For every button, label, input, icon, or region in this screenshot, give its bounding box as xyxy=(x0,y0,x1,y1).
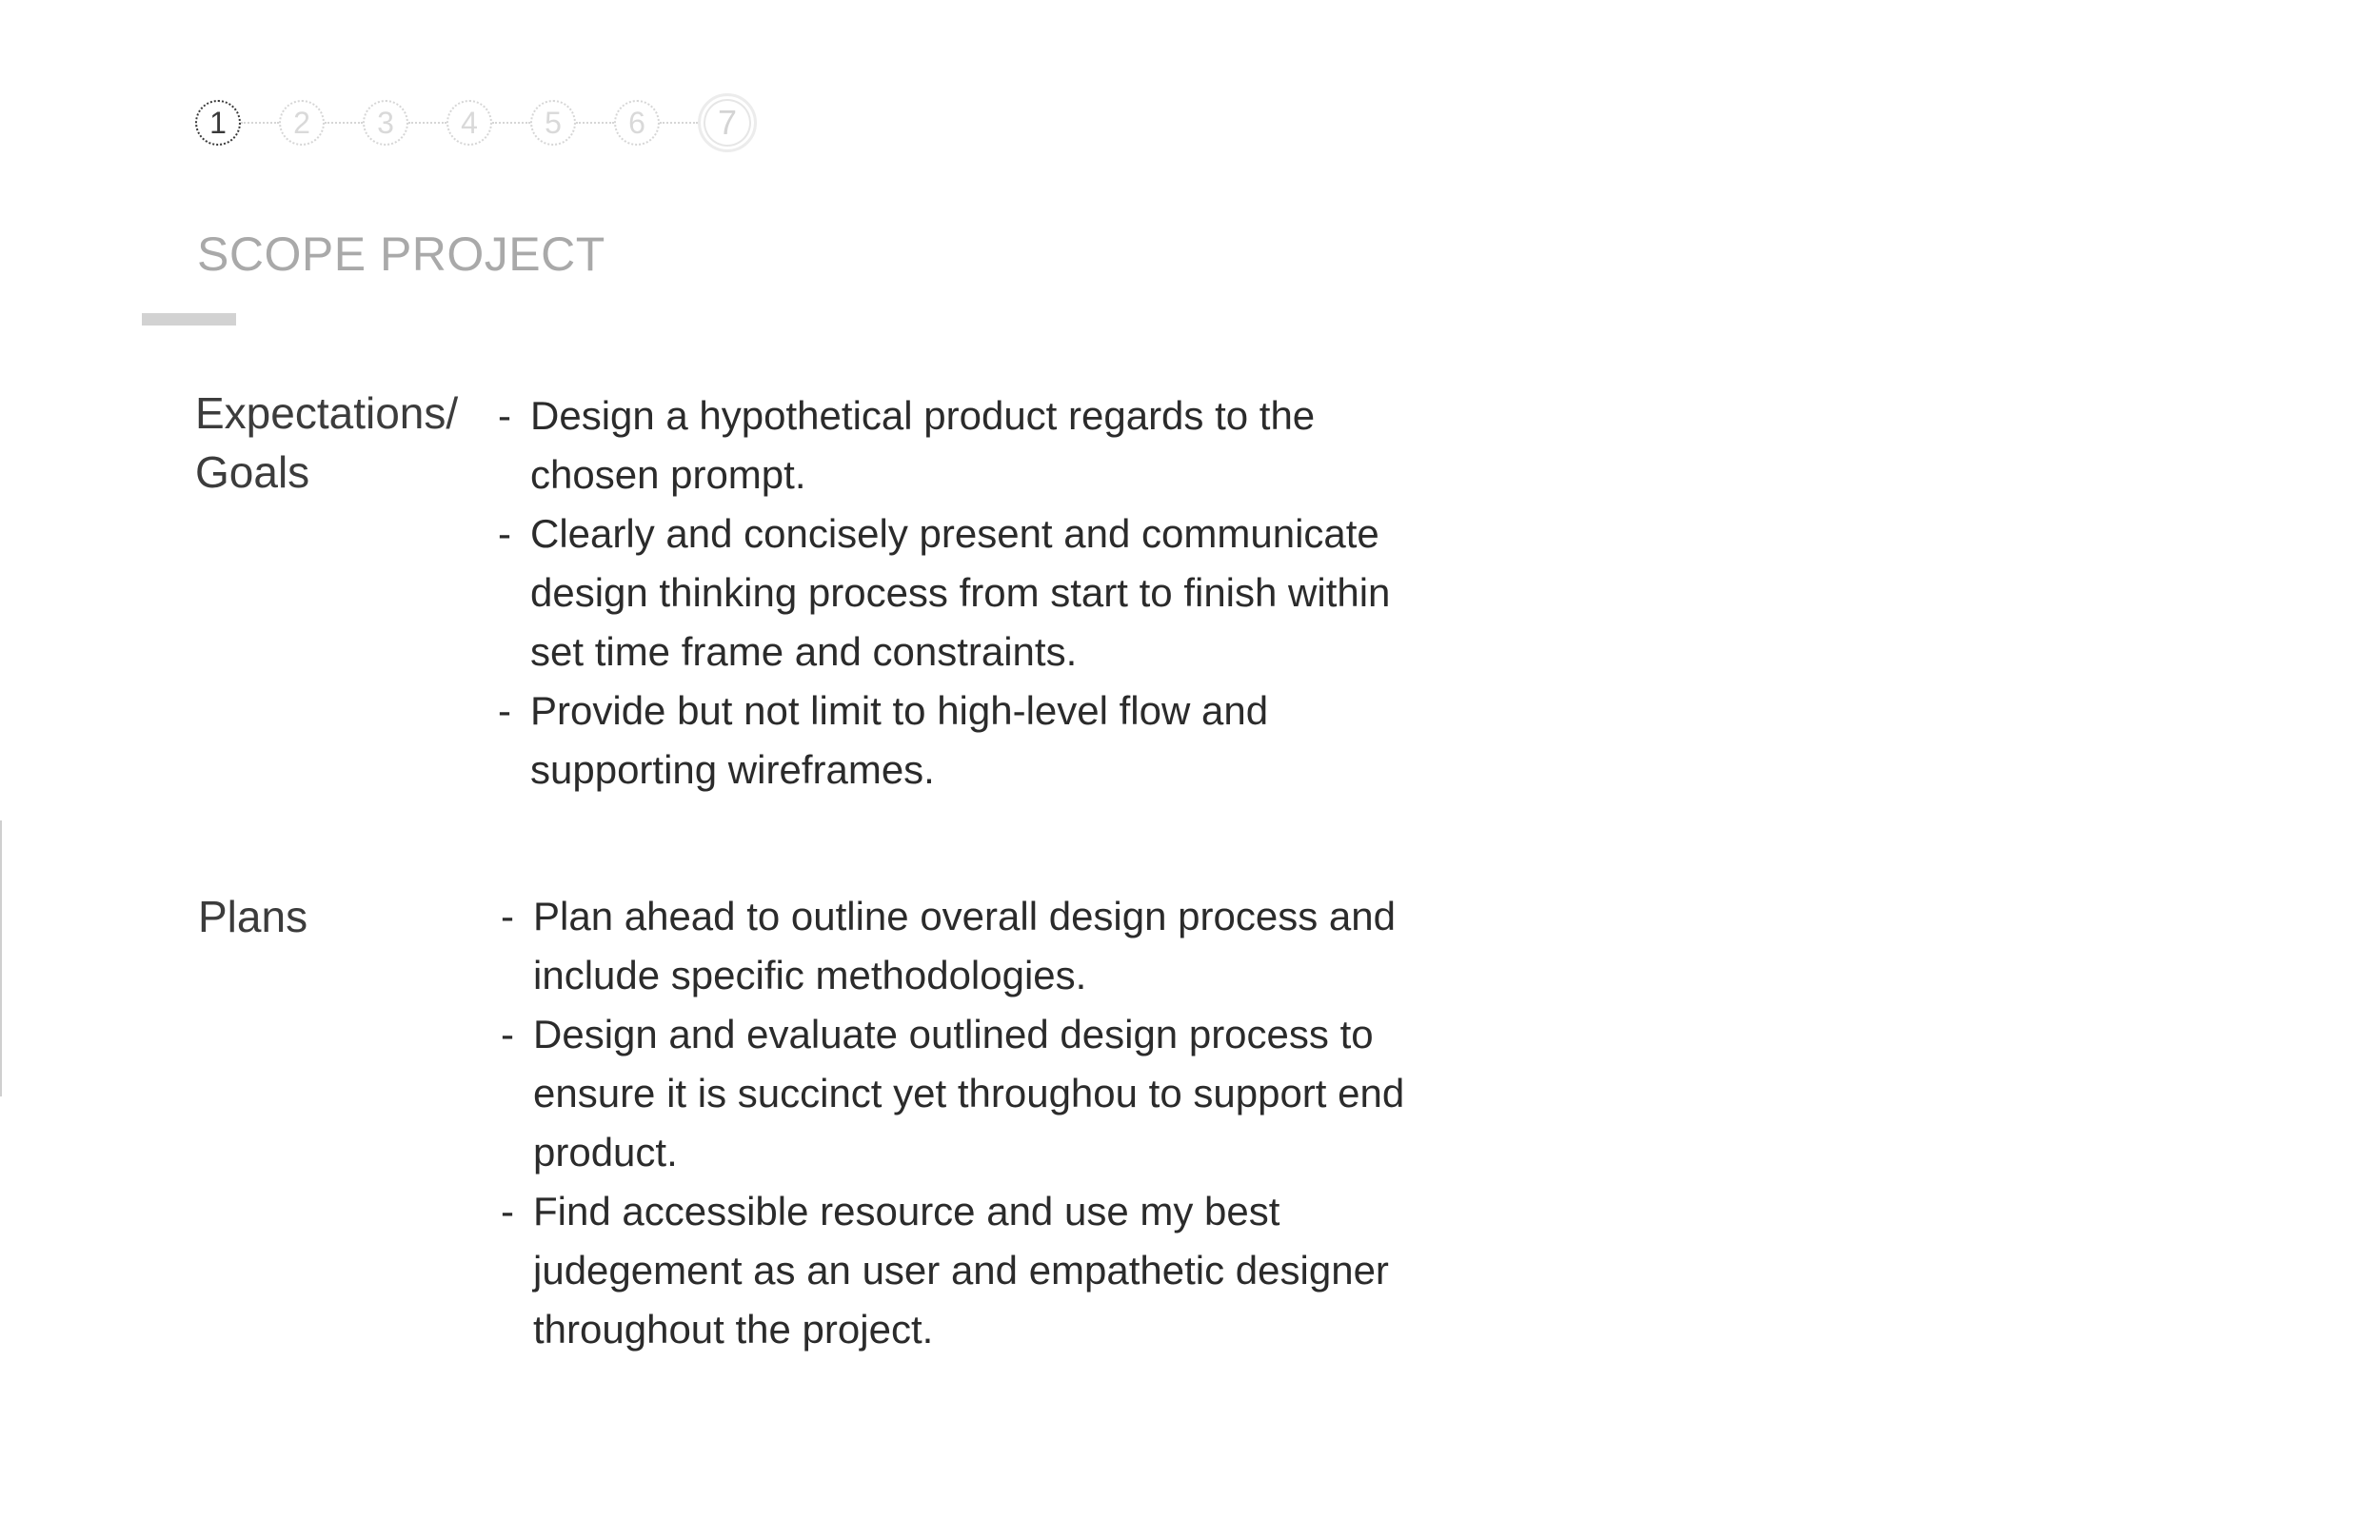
step-4: 4 xyxy=(446,100,492,146)
bullet-line: include specific methodologies. xyxy=(533,953,1087,997)
bullet-line: set time frame and constraints. xyxy=(530,629,1078,674)
step-6: 6 xyxy=(614,100,660,146)
step-connector xyxy=(660,122,698,124)
bullet-line: Design a hypothetical product regards to the xyxy=(530,393,1316,438)
step-connector xyxy=(576,122,614,124)
bullet-line: throughout the project. xyxy=(533,1307,934,1352)
bullet-line: Clearly and concisely present and communicate xyxy=(530,511,1379,556)
section-label-expectations-goals xyxy=(195,384,481,502)
list-item xyxy=(498,386,1450,504)
step-1: 1 xyxy=(195,100,241,146)
step-7: 7 xyxy=(698,93,757,152)
page-title: SCOPE PROJECT xyxy=(197,227,605,281)
bullet-line: chosen prompt. xyxy=(530,452,806,497)
bullet-dash: - xyxy=(501,894,514,938)
bullet-dash: - xyxy=(498,688,511,733)
bullet-line: Design and evaluate outlined design process to xyxy=(533,1012,1374,1056)
left-edge-divider xyxy=(0,820,2,1096)
step-3: 3 xyxy=(363,100,408,146)
section-label-plans xyxy=(198,887,484,946)
list-item xyxy=(498,681,1450,800)
step-2: 2 xyxy=(279,100,325,146)
step-connector xyxy=(241,122,279,124)
bullet-dash: - xyxy=(501,1012,514,1056)
section-label-line: Goals xyxy=(195,447,310,497)
list-item xyxy=(501,1005,1453,1182)
bullet-line: judegement as an user and empathetic designer xyxy=(533,1248,1389,1293)
bullet-dash: - xyxy=(498,393,511,438)
step-5: 5 xyxy=(530,100,576,146)
bullet-dash: - xyxy=(498,511,511,556)
bullet-line: design thinking process from start to finish within xyxy=(530,570,1391,615)
step-connector xyxy=(492,122,530,124)
step-connector xyxy=(408,122,446,124)
section-label-line: Expectations/ xyxy=(195,388,459,438)
section-label-line: Plans xyxy=(198,892,308,941)
bullet-line: ensure it is succinct yet throughou to support end xyxy=(533,1071,1405,1116)
plans-bullet-list xyxy=(501,887,1453,1359)
bullet-line: Plan ahead to outline overall design process and xyxy=(533,894,1396,938)
list-item xyxy=(501,887,1453,1005)
step-connector xyxy=(325,122,363,124)
bullet-line: Find accessible resource and use my best xyxy=(533,1189,1280,1234)
bullet-line: Provide but not limit to high-level flow and xyxy=(530,688,1269,733)
bullet-line: product. xyxy=(533,1130,678,1175)
step-indicator xyxy=(195,92,757,153)
title-underline xyxy=(142,313,236,326)
list-item xyxy=(498,504,1450,681)
bullet-line: supporting wireframes. xyxy=(530,747,935,792)
list-item xyxy=(501,1182,1453,1359)
bullet-dash: - xyxy=(501,1189,514,1234)
goals-bullet-list xyxy=(498,386,1450,800)
